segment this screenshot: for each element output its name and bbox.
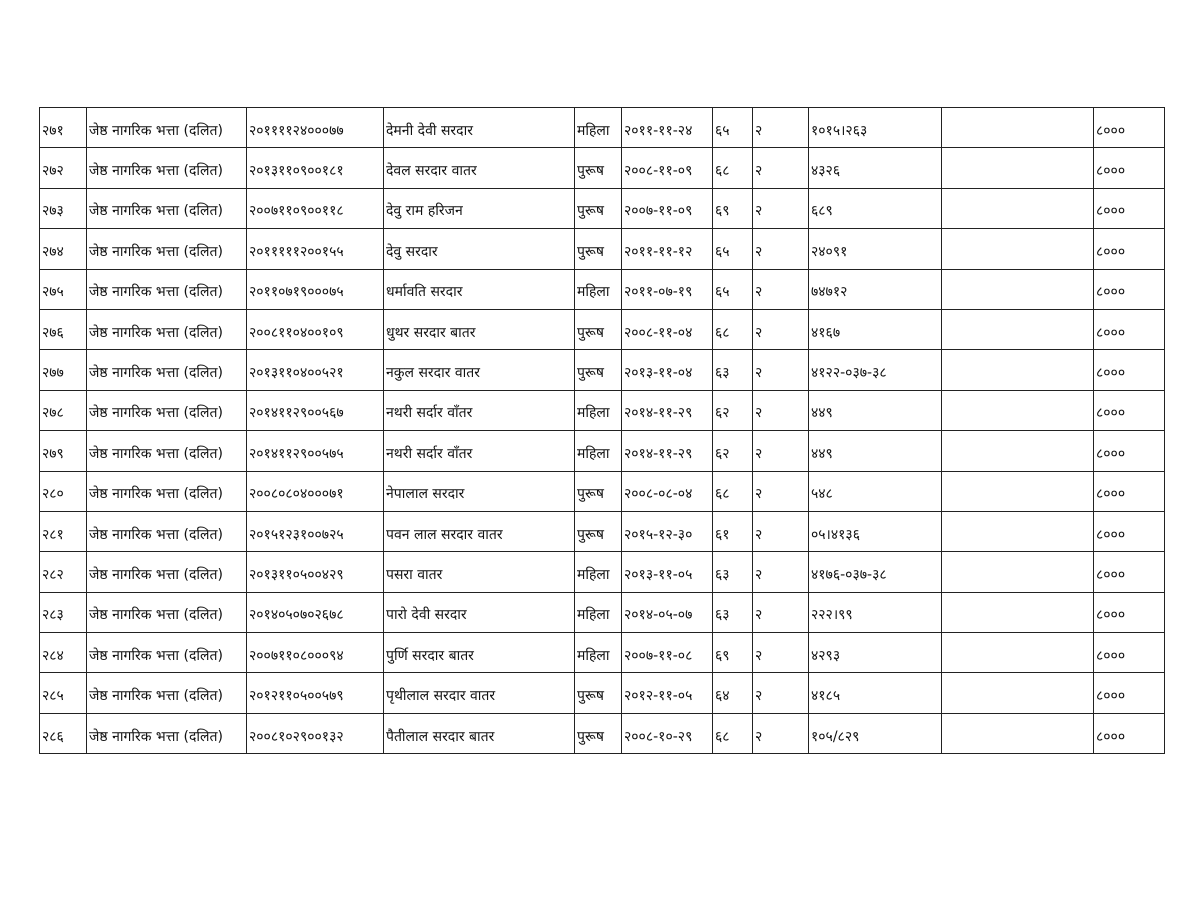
cell-amount: ८००० [1094,511,1165,551]
cell-remarks [942,552,1094,592]
cell-sn: २७७ [40,350,87,390]
cell-name: नथरी सर्दार वाँतर [384,431,575,471]
cell-remarks [942,309,1094,349]
cell-remarks [942,188,1094,228]
cell-amount: ८००० [1094,552,1165,592]
cell-amount: ८००० [1094,148,1165,188]
cell-ward: २ [753,511,809,551]
table-row [40,511,1165,551]
cell-dob: २००७-११-०९ [622,188,713,228]
cell-program: जेष्ठ नागरिक भत्ता (दलित) [87,713,247,753]
table-row [40,592,1165,632]
cell-ward: २ [753,673,809,713]
cell-sn: २८२ [40,552,87,592]
cell-program: जेष्ठ नागरिक भत्ता (दलित) [87,552,247,592]
cell-amount: ८००० [1094,673,1165,713]
cell-name: नेपालाल सरदार [384,471,575,511]
cell-sn: २८४ [40,633,87,673]
cell-citizenship: ४१६७ [809,309,942,349]
cell-program: जेष्ठ नागरिक भत्ता (दलित) [87,350,247,390]
cell-gender: पुरूष [575,309,622,349]
cell-sn: २७२ [40,148,87,188]
cell-sn: २८० [40,471,87,511]
cell-gender: पुरूष [575,148,622,188]
cell-dob: २०११-०७-१९ [622,269,713,309]
cell-age: ६१ [713,511,753,551]
cell-ward: २ [753,713,809,753]
table-row [40,188,1165,228]
cell-age: ६८ [713,713,753,753]
cell-ward: २ [753,269,809,309]
cell-amount: ८००० [1094,633,1165,673]
cell-id: २०१४०५०७०२६७८ [247,592,384,632]
cell-citizenship: ६८९ [809,188,942,228]
cell-gender: महिला [575,431,622,471]
cell-dob: २०१३-११-०४ [622,350,713,390]
cell-gender: महिला [575,269,622,309]
cell-amount: ८००० [1094,431,1165,471]
cell-id: २०११०७१९०००७५ [247,269,384,309]
cell-remarks [942,229,1094,269]
table-row [40,431,1165,471]
cell-name: देमनी देवी सरदार [384,108,575,148]
cell-name: नकुल सरदार वातर [384,350,575,390]
cell-amount: ८००० [1094,390,1165,430]
cell-id: २०१४११२९००५६७ [247,390,384,430]
cell-citizenship: ४१८५ [809,673,942,713]
cell-amount: ८००० [1094,188,1165,228]
cell-sn: २८३ [40,592,87,632]
cell-program: जेष्ठ नागरिक भत्ता (दलित) [87,188,247,228]
cell-age: ६९ [713,633,753,673]
cell-dob: २०११-११-२४ [622,108,713,148]
table-row [40,269,1165,309]
cell-dob: २०१४-११-२९ [622,390,713,430]
cell-ward: २ [753,592,809,632]
cell-id: २०१५१२३१००७२५ [247,511,384,551]
cell-sn: २७९ [40,431,87,471]
cell-program: जेष्ठ नागरिक भत्ता (दलित) [87,108,247,148]
cell-ward: २ [753,188,809,228]
cell-gender: पुरूष [575,511,622,551]
cell-age: ६८ [713,471,753,511]
cell-sn: २७१ [40,108,87,148]
cell-program: जेष्ठ नागरिक भत्ता (दलित) [87,511,247,551]
table-row [40,108,1165,148]
cell-age: ६५ [713,229,753,269]
cell-program: जेष्ठ नागरिक भत्ता (दलित) [87,269,247,309]
table-row [40,148,1165,188]
cell-citizenship: ४४९ [809,431,942,471]
cell-dob: २००८-१०-२९ [622,713,713,753]
cell-dob: २०१२-११-०५ [622,673,713,713]
cell-gender: महिला [575,390,622,430]
cell-program: जेष्ठ नागरिक भत्ता (दलित) [87,592,247,632]
cell-age: ६८ [713,148,753,188]
cell-dob: २०१५-१२-३० [622,511,713,551]
cell-id: २०१४११२९००५७५ [247,431,384,471]
cell-remarks [942,511,1094,551]
cell-name: पैतीलाल सरदार बातर [384,713,575,753]
cell-dob: २००८-११-०९ [622,148,713,188]
cell-amount: ८००० [1094,471,1165,511]
cell-gender: पुरूष [575,188,622,228]
cell-citizenship: ४१२२-०३७-३८ [809,350,942,390]
cell-name: देवु सरदार [384,229,575,269]
cell-id: २००८१०२९००१३२ [247,713,384,753]
cell-name: पसरा वातर [384,552,575,592]
cell-program: जेष्ठ नागरिक भत्ता (दलित) [87,148,247,188]
cell-ward: २ [753,552,809,592]
cell-age: ६८ [713,309,753,349]
cell-name: देवु राम हरिजन [384,188,575,228]
cell-remarks [942,108,1094,148]
cell-citizenship: ४२९३ [809,633,942,673]
cell-ward: २ [753,471,809,511]
cell-sn: २८६ [40,713,87,753]
cell-ward: २ [753,309,809,349]
cell-dob: २०११-११-१२ [622,229,713,269]
cell-program: जेष्ठ नागरिक भत्ता (दलित) [87,471,247,511]
cell-amount: ८००० [1094,592,1165,632]
cell-ward: २ [753,108,809,148]
beneficiary-table [39,107,1165,754]
cell-citizenship: ४४९ [809,390,942,430]
cell-name: पवन लाल सरदार वातर [384,511,575,551]
table-row [40,673,1165,713]
cell-name: पुर्णि सरदार बातर [384,633,575,673]
cell-gender: महिला [575,592,622,632]
cell-remarks [942,350,1094,390]
cell-dob: २००८-११-०४ [622,309,713,349]
table-row [40,552,1165,592]
cell-remarks [942,148,1094,188]
cell-name: धुथर सरदार बातर [384,309,575,349]
cell-ward: २ [753,148,809,188]
cell-amount: ८००० [1094,350,1165,390]
cell-id: २०१११११२००१५५ [247,229,384,269]
table-row [40,471,1165,511]
cell-id: २०१३११०९००१८१ [247,148,384,188]
cell-program: जेष्ठ नागरिक भत्ता (दलित) [87,431,247,471]
cell-age: ६३ [713,552,753,592]
cell-age: ६२ [713,431,753,471]
cell-gender: महिला [575,108,622,148]
cell-dob: २०१४-०५-०७ [622,592,713,632]
cell-remarks [942,390,1094,430]
cell-program: जेष्ठ नागरिक भत्ता (दलित) [87,390,247,430]
cell-dob: २००७-११-०८ [622,633,713,673]
cell-citizenship: ०५।४१३६ [809,511,942,551]
cell-sn: २७४ [40,229,87,269]
cell-gender: पुरूष [575,471,622,511]
cell-id: २००७११०९००११८ [247,188,384,228]
cell-age: ६९ [713,188,753,228]
table-row [40,350,1165,390]
cell-remarks [942,471,1094,511]
cell-amount: ८००० [1094,269,1165,309]
cell-remarks [942,269,1094,309]
cell-id: २०१२११०५००५७९ [247,673,384,713]
cell-sn: २७३ [40,188,87,228]
cell-remarks [942,633,1094,673]
cell-program: जेष्ठ नागरिक भत्ता (दलित) [87,633,247,673]
cell-program: जेष्ठ नागरिक भत्ता (दलित) [87,229,247,269]
cell-ward: २ [753,229,809,269]
cell-sn: २७५ [40,269,87,309]
cell-amount: ८००० [1094,229,1165,269]
cell-amount: ८००० [1094,108,1165,148]
cell-name: नथरी सर्दार वाँतर [384,390,575,430]
cell-id: २००८११०४००१०९ [247,309,384,349]
cell-dob: २०१३-११-०५ [622,552,713,592]
cell-name: धर्मावति सरदार [384,269,575,309]
cell-sn: २७८ [40,390,87,430]
cell-id: २०१३११०४००५२१ [247,350,384,390]
table-row [40,229,1165,269]
cell-gender: पुरूष [575,229,622,269]
cell-ward: २ [753,633,809,673]
cell-citizenship: २२२।९९ [809,592,942,632]
table-row [40,390,1165,430]
cell-program: जेष्ठ नागरिक भत्ता (दलित) [87,309,247,349]
cell-program: जेष्ठ नागरिक भत्ता (दलित) [87,673,247,713]
cell-age: ६५ [713,108,753,148]
cell-gender: महिला [575,633,622,673]
cell-citizenship: २४०९१ [809,229,942,269]
cell-citizenship: ४३२६ [809,148,942,188]
cell-dob: २००८-०८-०४ [622,471,713,511]
cell-citizenship: ५४८ [809,471,942,511]
cell-ward: २ [753,350,809,390]
cell-gender: पुरूष [575,673,622,713]
cell-sn: २८५ [40,673,87,713]
cell-id: २०११११२४०००७७ [247,108,384,148]
cell-gender: पुरूष [575,350,622,390]
cell-citizenship: ४१७६-०३७-३८ [809,552,942,592]
cell-remarks [942,673,1094,713]
table-row [40,633,1165,673]
cell-ward: २ [753,431,809,471]
cell-remarks [942,431,1094,471]
table-body [40,108,1165,754]
cell-gender: महिला [575,552,622,592]
cell-name: देवल सरदार वातर [384,148,575,188]
cell-name: पृथीलाल सरदार वातर [384,673,575,713]
cell-id: २००७११०८०००९४ [247,633,384,673]
table-row [40,309,1165,349]
cell-remarks [942,592,1094,632]
cell-age: ६४ [713,673,753,713]
cell-citizenship: ७४७१२ [809,269,942,309]
cell-age: ६२ [713,390,753,430]
cell-id: २०१३११०५००४२९ [247,552,384,592]
cell-sn: २८१ [40,511,87,551]
cell-remarks [942,713,1094,753]
cell-age: ६५ [713,269,753,309]
cell-age: ६३ [713,592,753,632]
cell-ward: २ [753,390,809,430]
cell-dob: २०१४-११-२९ [622,431,713,471]
cell-gender: पुरूष [575,713,622,753]
cell-name: पारो देवी सरदार [384,592,575,632]
cell-amount: ८००० [1094,713,1165,753]
cell-citizenship: १०१५।२६३ [809,108,942,148]
table-row [40,713,1165,753]
cell-age: ६३ [713,350,753,390]
cell-sn: २७६ [40,309,87,349]
cell-id: २००८०८०४०००७१ [247,471,384,511]
cell-citizenship: १०५/८२९ [809,713,942,753]
cell-amount: ८००० [1094,309,1165,349]
